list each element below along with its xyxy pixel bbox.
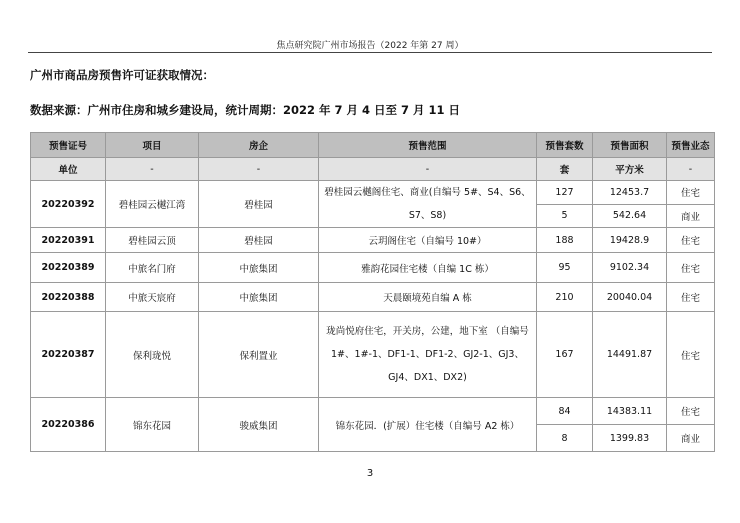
developer-cell: 碧桂园 [199,228,319,253]
type-cell: 住宅 [667,398,715,425]
area-cell: 20040.04 [593,283,667,312]
developer-cell: 骏威集团 [199,398,319,452]
col-header-scope: 预售范围 [319,133,537,158]
developer-cell: 中旅集团 [199,253,319,283]
units-cell: 8 [537,425,593,452]
table-unit-row [31,158,715,181]
type-cell: 住宅 [667,283,715,312]
project-cell: 中旅天宸府 [106,283,199,312]
section-title: 广州市商品房预售许可证获取情况： [30,68,214,82]
area-cell: 14383.11 [593,398,667,425]
col-header-license: 预售证号 [31,133,106,158]
table-row [31,398,715,425]
table-header-row [31,133,715,158]
table-row [31,181,715,205]
table-row [31,228,715,253]
unit-area: 平方米 [593,158,667,181]
scope-cell: 锦东花园．(扩展）住宅楼（自编号 A2 栋） [319,398,537,452]
unit-project: - [106,158,199,181]
project-cell: 保利珑悦 [106,312,199,398]
license-cell: 20220387 [31,312,106,398]
project-cell: 碧桂园云樾江湾 [106,181,199,228]
developer-cell: 保利置业 [199,312,319,398]
units-cell: 127 [537,181,593,205]
unit-type: - [667,158,715,181]
col-header-area: 预售面积 [593,133,667,158]
scope-cell: 珑尚悦府住宅，开关房，公建，地下室 （自编号 1#、1#-1、DF1-1、DF1-2、GJ2-1、GJ3、GJ4、DX1、DX2) [319,312,537,398]
type-cell: 住宅 [667,228,715,253]
unit-label: 单位 [31,158,106,181]
license-cell: 20220389 [31,253,106,283]
table-row [31,253,715,283]
scope-cell: 天晨颐境苑自编 A 栋 [319,283,537,312]
developer-cell: 中旅集团 [199,283,319,312]
type-cell: 商业 [667,425,715,452]
license-cell: 20220391 [31,228,106,253]
type-cell: 住宅 [667,312,715,398]
project-cell: 碧桂园云顶 [106,228,199,253]
col-header-type: 预售业态 [667,133,715,158]
area-cell: 19428.9 [593,228,667,253]
units-cell: 95 [537,253,593,283]
project-cell: 中旅名门府 [106,253,199,283]
developer-cell: 碧桂园 [199,181,319,228]
type-cell: 住宅 [667,253,715,283]
type-cell: 住宅 [667,181,715,205]
table-row [31,312,715,398]
scope-cell: 云玥阁住宅（自编号 10#） [319,228,537,253]
area-cell: 1399.83 [593,425,667,452]
area-cell: 542.64 [593,204,667,228]
units-cell: 210 [537,283,593,312]
presale-permit-table [30,132,715,452]
col-header-developer: 房企 [199,133,319,158]
license-cell: 20220392 [31,181,106,228]
scope-cell: 雅韵花园住宅楼（自编 1C 栋） [319,253,537,283]
license-cell: 20220388 [31,283,106,312]
units-cell: 167 [537,312,593,398]
unit-scope: - [319,158,537,181]
units-cell: 5 [537,204,593,228]
area-cell: 14491.87 [593,312,667,398]
data-source-line: 数据来源：广州市住房和城乡建设局，统计周期：2022 年 7 月 4 日至 7 月 11 日 [30,103,461,117]
scope-cell: 碧桂园云樾阁住宅、商业(自编号 5#、S4、S6、S7、S8) [319,181,537,228]
license-cell: 20220386 [31,398,106,452]
unit-units: 套 [537,158,593,181]
type-cell: 商业 [667,204,715,228]
units-cell: 188 [537,228,593,253]
report-header: 焦点研究院广州市场报告（2022 年第 27 周） [276,41,464,51]
col-header-project: 项目 [106,133,199,158]
table-row [31,283,715,312]
area-cell: 12453.7 [593,181,667,205]
units-cell: 84 [537,398,593,425]
header-rule [28,52,712,53]
project-cell: 锦东花园 [106,398,199,452]
page-number: 3 [366,468,374,479]
col-header-units: 预售套数 [537,133,593,158]
area-cell: 9102.34 [593,253,667,283]
unit-developer: - [199,158,319,181]
